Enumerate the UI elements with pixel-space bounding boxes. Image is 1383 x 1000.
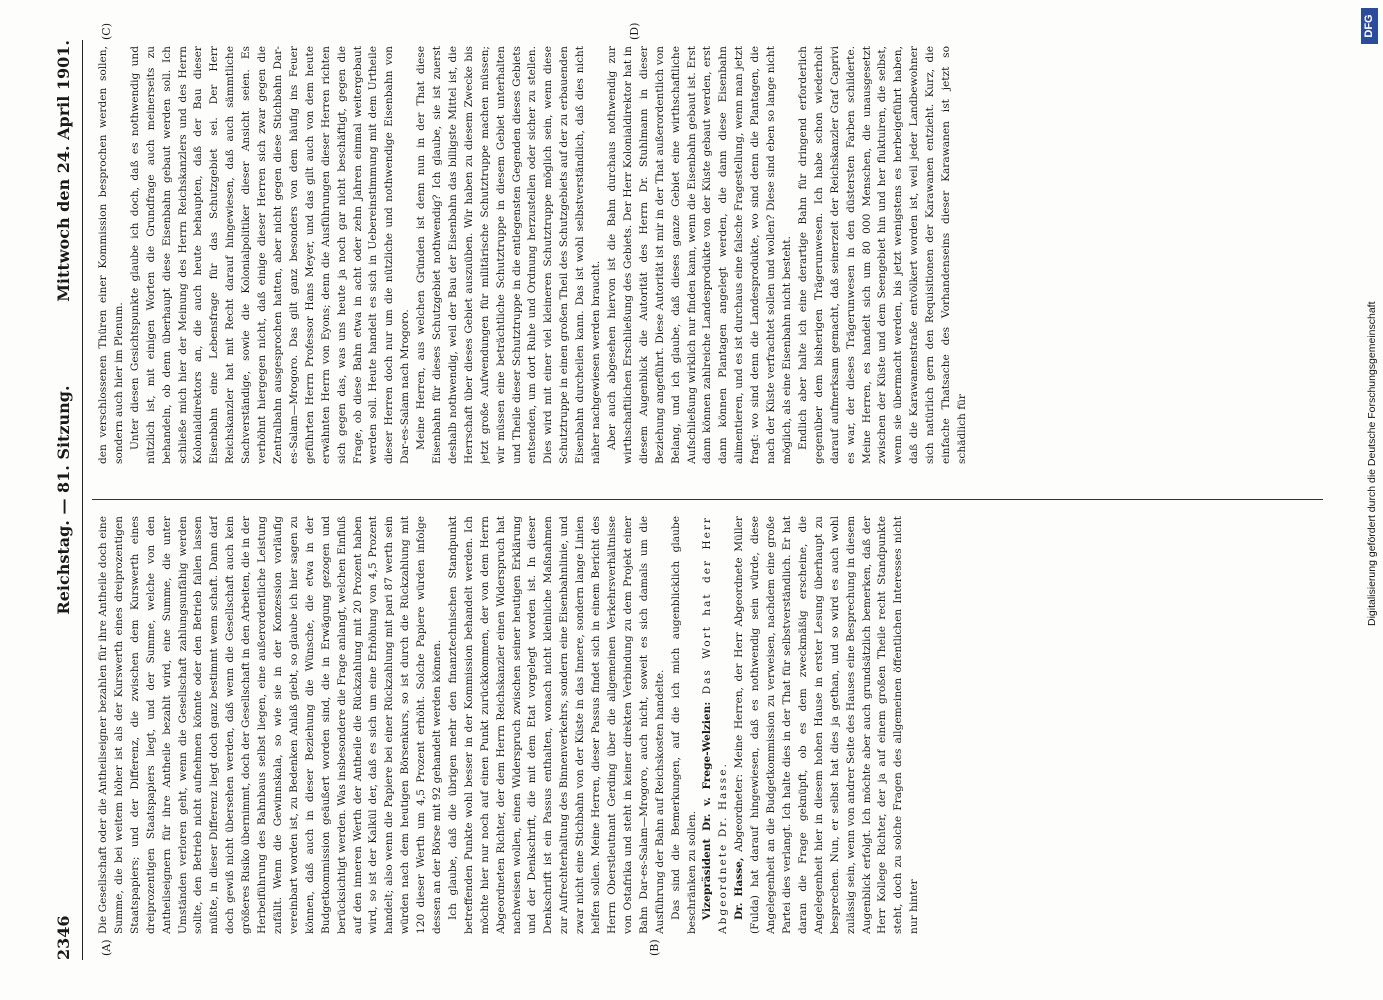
- speaker-paragraph: [700, 516, 732, 934]
- header-rule: [82, 40, 83, 960]
- margin-mark-a: (A): [100, 939, 113, 956]
- credit-text: Digitalisierung gefördert durch die Deutsche Forschungsgemeinschaft: [1366, 301, 1378, 626]
- paragraph: Unter diesen Gesichtspunkte glaube ich doch, daß es nothwendig und nützlich ist, mit einigen Worten die Grundfrage auch meinerseits zu behandeln, ob denn überhaupt diese Eisenbahn gebaut werden soll. Ich schließe mich hier der Meinung des Herrn Reichskanzlers und des Herrn Kolonialdirektors an, die auch heute behaupten, daß der Bau dieser Eisenbahn eine Lebensfrage für das Schutzgebiet sei. Der Herr Reichskanzler hat mit Recht darauf hingewiesen, daß auch sämmtliche Sachverständige, sowie die Kolonialpolitiker dieser Ansicht seien. Es verhöhnt hiergegen nicht, daß einige dieser Herren sich zwar gegen die Zentralbahn ausgesprochen hatten, aber nicht gegen diese Stichbahn Dar-es-Salam—Mrogoro. Das gilt ganz besonders von dem häufig ins Feuer geführten Herrn Professor Hans Meyer, und das gilt auch von dem heute erwähnten Herrn von Eyons; denn die Ausführungen dieser Herren richten sich gegen das, was uns heute ja noch gar nicht beschäftigt, gegen die Frage, ob diese Bahn etwa in acht oder zehn Jahren einmal weitergebaut werden soll. Heute handelt es sich in Uebereinstimmung mit dem Urtheile dieser Herren doch nur um die nützliche und nothwendige Eisenbahn von Dar-es-Salam nach Mrogoro.: [128, 46, 412, 464]
- running-head-date: Mittwoch den 24. April 1901.: [54, 40, 73, 302]
- digitization-credit: [1358, 6, 1380, 994]
- running-head: [54, 40, 80, 960]
- speaker-label: Dr. Hasse,: [733, 857, 746, 920]
- column-divider: [92, 499, 1323, 500]
- paragraph: Endlich aber halte ich eine derartige Bahn für dringend erforderlich gegenüber dem bisherigen Trägerunwesen. Ich habe schon wiederholt darauf aufmerksam gemacht, daß seinerzeit der Reichskanzler Graf Caprivi es war, der dieses Trägerunwesen in den düstersten Farben schilderte. Meine Herren, es handelt sich um 80 000 Menschen, die unausgesetzt zwischen der Küste und dem Seengebiet hin und her fluktuiren, die selbst, wenn sie übermacht werden, bis jetzt wenigstens es herbeigeführt haben, daß die Karawanenstraße entvölkert worden ist, weil jeder Landbewohner sich natürlich gern den Requisitionen der Karawanen entzieht. Kurz, die einfache Thatsache des Vorhandenseins dieser Karawanen ist jetzt so schädlich für: [796, 46, 968, 464]
- margin-mark-d: (D): [628, 22, 641, 40]
- margin-mark-c: (C): [100, 23, 113, 40]
- right-column: [96, 46, 1326, 464]
- paragraph: den verschlossenen Thüren einer Kommission besprochen werden sollen, sondern auch hier im Plenum.: [97, 46, 125, 464]
- paragraph: Das sind die Bemerkungen, auf die ich mich augenblicklich glaube beschränken zu sollen.: [669, 516, 698, 934]
- speaker-paragraph: [732, 516, 923, 934]
- page-number: 2346: [54, 915, 73, 960]
- paragraph: Die Gesellschaft oder die Antheilseigner bezahlen für ihre Antheile doch eine Summe, die bei weitem höher ist als der Kurswerth eines dreiprozentigen Staatspapiers; und der Differenz, die zwischen dem Kurswerth eines dreiprozentigen Staatspapiers liegt, und der Summe, welche von den Antheilseignern für ihre Antheile bezahlt wird, eine Summe, die unter Umständen verloren geht, wenn die Gesellschaft zahlungsunfähig werden sollte, den Betrieb nicht aufnehmen könnte oder den Betrieb fallen lassen müßte, in dieser Differenz liegt doch ganz bestimmt wenn schaft. Dann darf doch gewiß nicht übersehen werden, daß wenn die Gesellschaft auch kein größeres Risiko übernimmt, doch der Gesellschaft in den Arbeiten, die in der Herbeiführung des Bahnbaus selbst liegen, eine außerordentliche Leistung zufällt. Wenn die Gewinnskala, so wie sie in der Konzession vorläufig vereinbart worden ist, zu Bedenken Anlaß giebt, so glaube ich hier sagen zu können, daß auch in dieser Beziehung die Wünsche, die etwa in der Budgetkommission geäußert worden sind, die in Erwägung gezogen und berücksichtigt werden. Was insbesondere die Frage anlangt, welchen Einfluß auf den inneren Werth der Antheile die Rückzahlung mit 20 Prozent haben wird, so ist der Kalkül der, daß es sich um eine Erhöhung von 4,5 Prozent handelt; also wenn die Papiere bei einer Rückzahlung mit pari 87 werth sein würden nach dem heutigen Börsenkurs, so ist durch die Rückzahlung mit 120 dieser Werth um 4,5 Prozent erhöht. Solche Papiere würden infolge dessen an der Börse mit 92 gehandelt werden können.: [97, 516, 444, 934]
- margin-mark-b: (B): [648, 939, 661, 956]
- paragraph: Ich glaube, daß die übrigen mehr den finanztechnischen Standpunkt betreffenden Punkte wohl besser in der Kommission behandelt werden. Ich möchte hier nur noch auf einen Punkt zurückkommen, der von dem Herrn Abgeordneten Richter, der dem Herrn Reichskanzler einen Widerspruch hat nachweisen wollen, einen Widerspruch zwischen seiner heutigen Erklärung und der Denkschrift, die mit dem Etat vorgelegt worden ist. In dieser Denkschrift ist ein Passus enthalten, wonach nicht kleinliche Maßnahmen zur Aufrechterhaltung des Binnenverkehrs, sondern eine Eisenbahnlinie, und zwar nicht eine Stichbahn von der Küste in das Innere, sondern lange Linien helfen sollen. Meine Herren, dieser Passus findet sich in einem Bericht des Herrn Oberstleutnant Gerding über die allgemeinen Verkehrsverhältnisse von Ostafrika und steht in keiner direkten Verbindung zu dem Projekt einer Bahn Dar-es-Salam—Mrogoro, auch nicht, soweit es sich damals um die Ausführung der Bahn auf Reichskosten handelte.: [446, 516, 666, 934]
- speech-text: Abgeordneter: Meine Herren, der Herr Abgeordnete Müller (Fulda) hat darauf hingewiesen, daß es nothwendig sein würde, diese Angelegenheit an die Budgetkommission zu verweisen, nachdem eine große Partei dies verlangt. Ich halte dies in der That für selbstverständlich. Er hat daran die Frage geknüpft, ob es dem zweckmäßig erscheine, die Angelegenheit hier in diesem hohen Hause in erster Lesung überhaupt zu besprechen. Nun, er selbst hat dies ja gethan, und so wird es auch wohl zulässig sein, wenn von andrer Seite des Hauses eine Besprechung in diesem Augenblick erfolgt. Ich möchte aber auch grundsätzlich bemerken, daß der Herr Kollege Richter, der ja auf einem großen Theile recht Standpunkte steht, doch zu solche Fragen des allgemeinen öffentlichen Interesses nicht nur hinter: [733, 516, 921, 934]
- speech-text: Das Wort hat der Herr Abgeordnete Dr. Hasse.: [701, 516, 730, 934]
- paragraph: Aber auch abgesehen hiervon ist die Bahn durchaus nothwendig zur wirthschaftlichen Erschließung des Gebiets. Der Herr Kolonialdirektor hat in diesem Augenblick die Autorität des Herrn Dr. Stuhlmann in dieser Beziehung angeführt. Diese Autorität ist mir in der That außerordentlich von Belang, und ich glaube, daß dieses ganze Gebiet eine wirthschaftliche Aufschließung wirklich nur finden kann, wenn die Eisenbahn gebaut ist. Erst dann können zahlreiche Landesprodukte von der Küste gebaut werden, erst dann können Plantagen angelegt werden, die dann diese Eisenbahn alimentieren, und es ist durchaus eine falsche Fragestellung, wenn man jetzt fragt: wo sind denn die Landesprodukte, wo sind denn die Plantagen, die nach der Küste verfrachtet sollen und wollen? Diese sind eben so lange nicht möglich, als eine Eisenbahn nicht besteht.: [606, 46, 793, 464]
- dfg-logo: DFG: [1361, 8, 1378, 44]
- paragraph: Meine Herren, aus welchen Gründen ist denn nun in der That diese Eisenbahn für dieses Schutzgebiet nothwendig? Ich glaube, sie ist zuerst deshalb nothwendig, weil der Bau der Eisenbahn das billigste Mittel ist, die Herrschaft über dieses Gebiet auszuüben. Wir haben zu diesem Zwecke bis jetzt große Aufwendungen für militärische Schutztruppe machen müssen; wir müssen eine beträchtliche Schutztruppe in diesem Gebiet unterhalten und Theile dieser Schutztruppe in die entlegensten Gegenden dieses Gebiets entsenden, um dort Ruhe und Ordnung herzustellen oder sicher zu stellen. Dies wird mit einer viel kleineren Schutztruppe möglich sein, wenn diese Schutztruppe in einen großen Theil des Schutzgebiets auf der zu erbauenden Eisenbahn durcheilen kann. Das ist wohl selbstverständlich, daß dies nicht näher nachgewiesen werden braucht.: [415, 46, 603, 464]
- left-column: [96, 516, 1326, 934]
- running-head-title: Reichstag. — 81. Sitzung.: [54, 385, 73, 615]
- speaker-label: Vizepräsident Dr. v. Frege-Welzien:: [701, 701, 714, 920]
